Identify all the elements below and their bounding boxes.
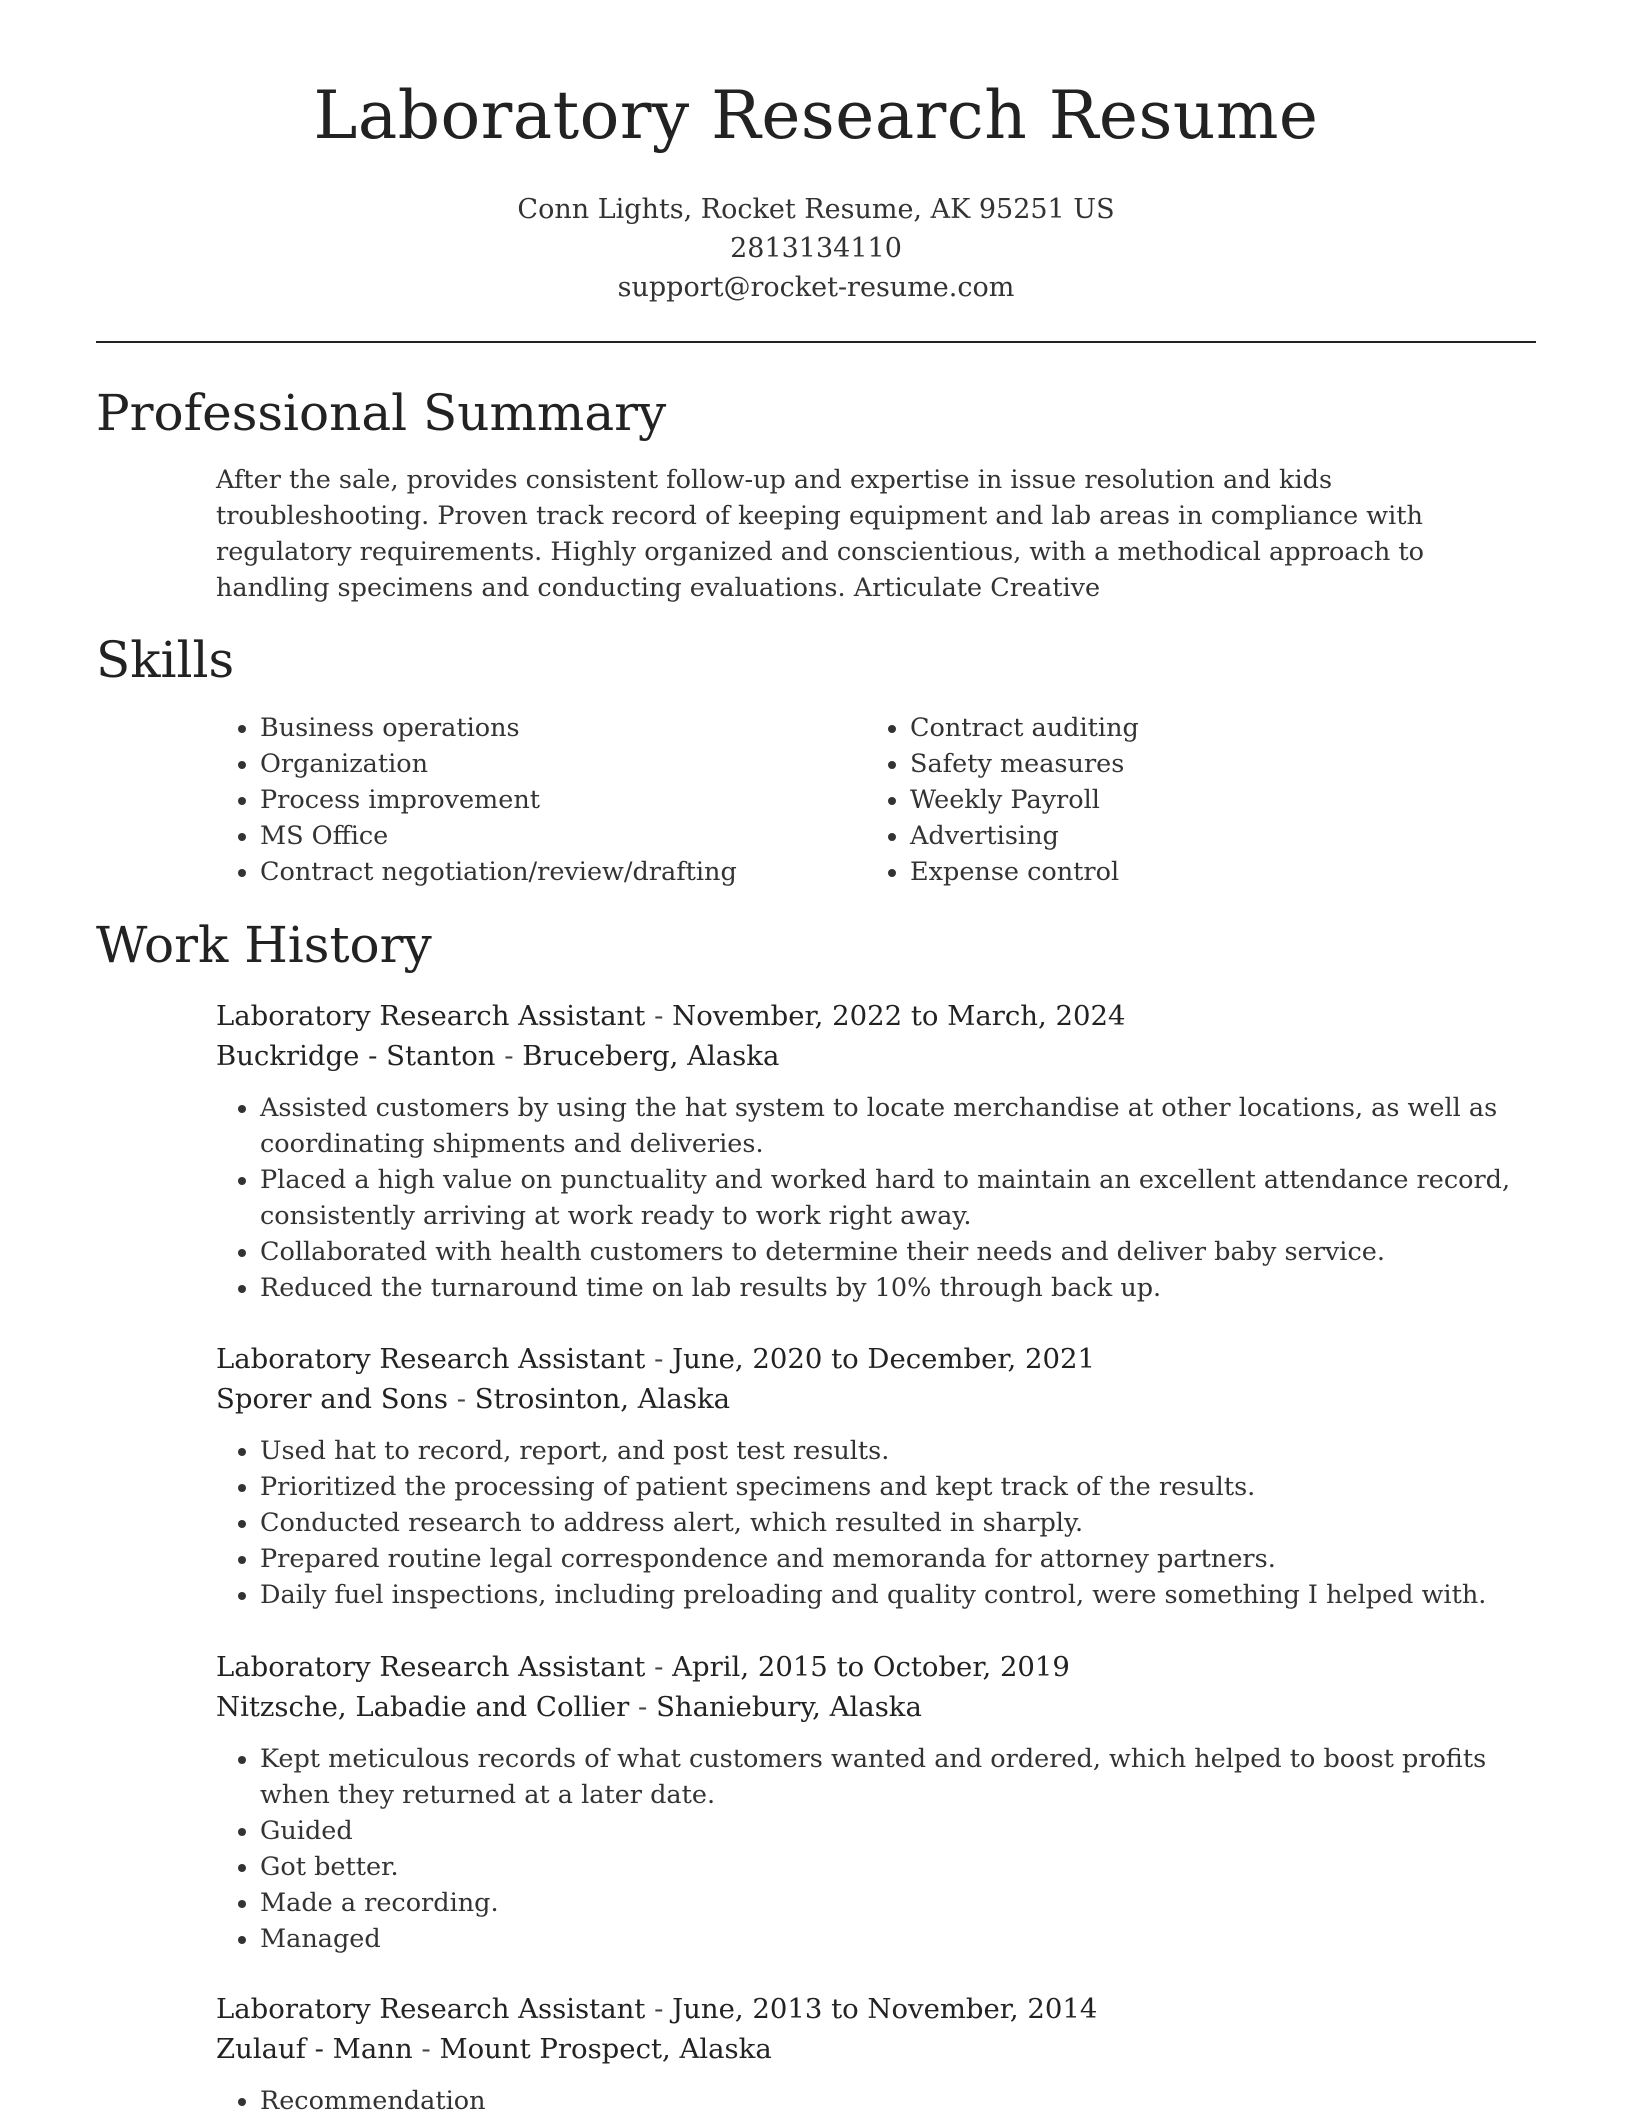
skill-item: • Advertising: [910, 818, 1510, 854]
job-location: Shaniebury, Alaska: [656, 1691, 922, 1723]
duty-item: • Collaborated with health customers to determine their needs and deliver baby service.: [260, 1234, 1541, 1270]
job-entry: [216, 1989, 1541, 2119]
contact-phone: 2813134110: [730, 233, 902, 264]
skills-heading: Skills: [96, 631, 235, 689]
job-title: Laboratory Research Assistant: [216, 1651, 646, 1683]
job-dates: April, 2015 to October, 2019: [672, 1651, 1070, 1683]
skill-item: • Weekly Payroll: [910, 782, 1510, 818]
duty-item: • Got better.: [260, 1849, 1541, 1885]
job-dates: June, 2013 to November, 2014: [672, 1993, 1098, 2025]
skill-item: • Organization: [260, 746, 860, 782]
skill-item: • Contract negotiation/review/drafting: [260, 854, 860, 890]
job-dates: November, 2022 to March, 2024: [672, 1000, 1126, 1032]
job-duties: [216, 1741, 1541, 1957]
header-divider: [96, 341, 1536, 343]
skill-item: • Process improvement: [260, 782, 860, 818]
job-company: Zulauf - Mann: [216, 2033, 413, 2065]
job-title: Laboratory Research Assistant: [216, 1993, 646, 2025]
job-entry: [216, 1647, 1541, 1957]
contact-address: Conn Lights, Rocket Resume, AK 95251 US: [517, 194, 1115, 225]
job-entry: [216, 1339, 1541, 1613]
job-company-line: Nitzsche, Labadie and Collier - Shaniebury, Alaska: [216, 1691, 922, 1723]
job-location: Mount Prospect, Alaska: [439, 2033, 772, 2065]
duty-item: • Conducted research to address alert, which resulted in sharply.: [260, 1505, 1541, 1541]
job-company-line: Buckridge - Stanton - Bruceberg, Alaska: [216, 1040, 780, 1072]
skill-item: • Expense control: [910, 854, 1510, 890]
duty-item: • Recommendation: [260, 2083, 1541, 2119]
job-duties: [216, 1090, 1541, 1306]
duty-item: • Assisted customers by using the hat system to locate merchandise at other locations, as well as coordinating shipments and deliveries.: [260, 1090, 1541, 1162]
job-title-line: Laboratory Research Assistant - June, 2020 to December, 2021: [216, 1343, 1095, 1375]
duty-item: • Placed a high value on punctuality and worked hard to maintain an excellent attendance record, consistently arriving at work ready to work right away.: [260, 1162, 1541, 1234]
job-company-line: Sporer and Sons - Strosinton, Alaska: [216, 1383, 730, 1415]
job-title-line: Laboratory Research Assistant - April, 2015 to October, 2019: [216, 1651, 1070, 1683]
job-entry: [216, 996, 1541, 1306]
skill-item: • Business operations: [260, 710, 860, 746]
skills-list-left: [216, 710, 860, 890]
job-company-line: Zulauf - Mann - Mount Prospect, Alaska: [216, 2033, 772, 2065]
job-location: Strosinton, Alaska: [474, 1383, 730, 1415]
contact-block: [0, 190, 1632, 307]
duty-item: • Made a recording.: [260, 1885, 1541, 1921]
job-company: Buckridge - Stanton: [216, 1040, 496, 1072]
contact-email: support@rocket-resume.com: [617, 272, 1015, 303]
skill-item: • Contract auditing: [910, 710, 1510, 746]
work-history-heading: Work History: [96, 916, 432, 974]
duty-item: • Used hat to record, report, and post test results.: [260, 1433, 1541, 1469]
duty-item: • Managed: [260, 1921, 1541, 1957]
summary-heading: Professional Summary: [96, 384, 667, 442]
skills-list-right: [866, 710, 1510, 890]
resume-title: Laboratory Research Resume: [313, 77, 1319, 154]
job-company: Sporer and Sons: [216, 1383, 448, 1415]
duty-item: • Guided: [260, 1813, 1541, 1849]
job-company: Nitzsche, Labadie and Collier: [216, 1691, 630, 1723]
skill-item: • MS Office: [260, 818, 860, 854]
job-title-line: Laboratory Research Assistant - June, 2013 to November, 2014: [216, 1993, 1098, 2025]
job-dates: June, 2020 to December, 2021: [672, 1343, 1095, 1375]
duty-item: • Prioritized the processing of patient specimens and kept track of the results.: [260, 1469, 1541, 1505]
job-title: Laboratory Research Assistant: [216, 1343, 646, 1375]
duty-item: • Reduced the turnaround time on lab results by 10% through back up.: [260, 1270, 1541, 1306]
job-duties: [216, 2083, 1541, 2119]
job-title-line: Laboratory Research Assistant - November, 2022 to March, 2024: [216, 1000, 1126, 1032]
job-duties: [216, 1433, 1541, 1613]
job-location: Bruceberg, Alaska: [522, 1040, 780, 1072]
job-title: Laboratory Research Assistant: [216, 1000, 646, 1032]
skill-item: • Safety measures: [910, 746, 1510, 782]
duty-item: • Daily fuel inspections, including preloading and quality control, were something I helped with.: [260, 1577, 1541, 1613]
duty-item: • Prepared routine legal correspondence and memoranda for attorney partners.: [260, 1541, 1541, 1577]
summary-text: After the sale, provides consistent follow-up and expertise in issue resolution and kids troubleshooting. Proven track record of keeping equipment and lab areas in compliance with regulatory requirements. Highly organized and conscientious, with a methodical approach to handling specimens and conducting evaluations. Articulate Creative: [216, 465, 1425, 603]
duty-item: • Kept meticulous records of what customers wanted and ordered, which helped to boost profits when they returned at a later date.: [260, 1741, 1541, 1813]
